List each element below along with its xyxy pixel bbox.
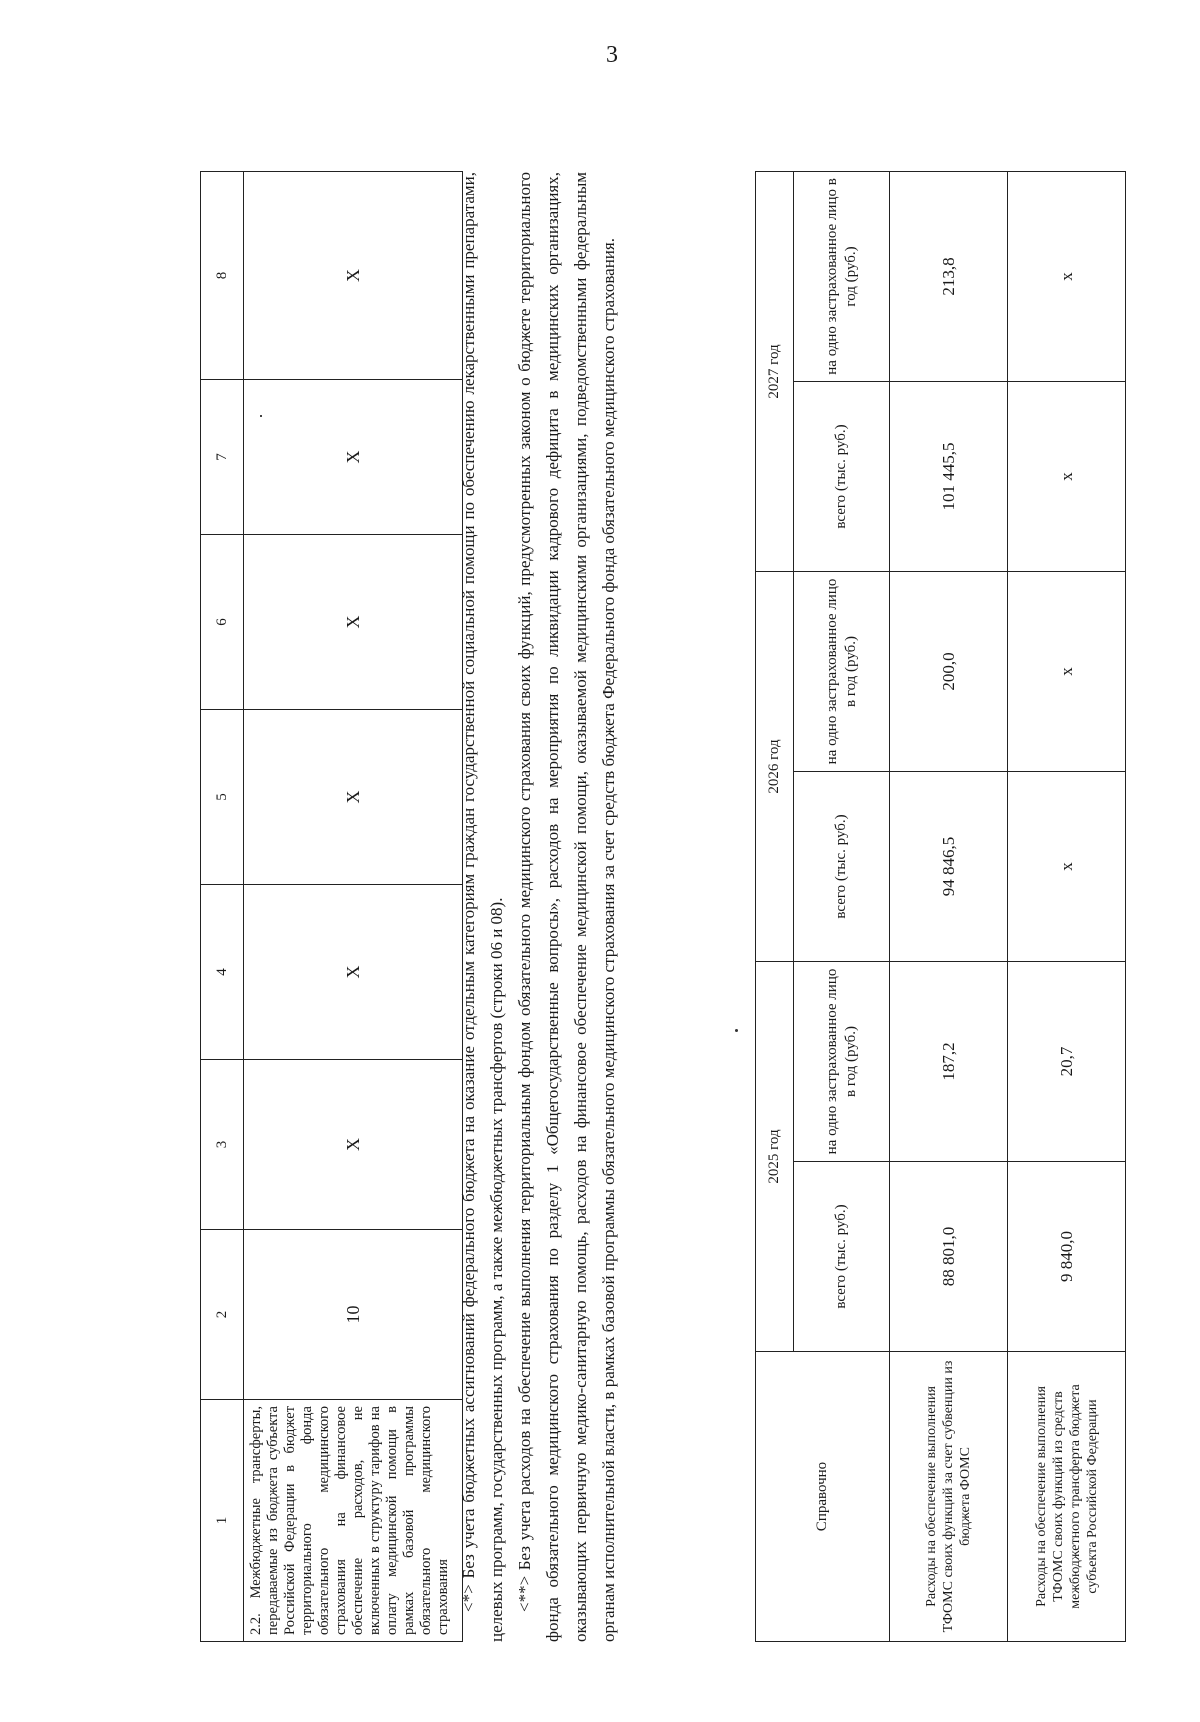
per-person-header: на одно застрахованное лицо в год (руб.)	[794, 571, 890, 771]
cell-value: X	[244, 380, 463, 535]
cell-value: X	[244, 535, 463, 710]
table-row	[244, 172, 463, 1642]
page-number: 3	[606, 42, 618, 68]
total-header: всего (тыс. руб.)	[794, 771, 890, 961]
column-number: 6	[201, 535, 244, 710]
row-label: Расходы на обеспечение выполнения ТФОМС своих функций за счет субвенции из бюджета ФОМС	[890, 1352, 1008, 1642]
cell-value: 101 445,5	[890, 381, 1008, 571]
cell-value: x	[1008, 571, 1126, 771]
total-header: всего (тыс. руб.)	[794, 1162, 890, 1352]
cell-value: X	[244, 710, 463, 885]
expenses-table	[200, 171, 463, 1642]
column-number-row	[201, 172, 244, 1642]
year-header: 2025 год	[756, 961, 794, 1351]
cell-value: X	[244, 885, 463, 1060]
footnote-2: <**> Без учета расходов на обеспечение выполнения территориальным фондом обязательного медицинского страхования своих функций, предусмотренных законом о бюджете территориального фонда обязательного медицинского страхования по разделу 1 «Общегосударственные вопросы», расходов на мероприятия по ликвидации кадрового дефицита в медицинских организациях, оказывающих первичную медико-санитарную помощь, расходов на финансовое обеспечение медицинской помощи, оказываемой медицинскими организациями, подведомственными федеральным органам исполнительной власти, в рамках базовой программы обязательного медицинского страхования за счет средств бюджета Федерального фонда обязательного медицинского страхования.	[515, 172, 618, 1642]
column-number: 3	[201, 1060, 244, 1230]
scan-dot	[735, 1029, 738, 1032]
cell-value: 20,7	[1008, 961, 1126, 1161]
year-header: 2026 год	[756, 571, 794, 961]
cell-value: X	[244, 172, 463, 380]
column-number: 4	[201, 885, 244, 1060]
footnotes	[455, 172, 623, 1642]
cell-value: 187,2	[890, 961, 1008, 1161]
table-row	[890, 171, 1008, 1641]
cell-value: x	[1008, 381, 1126, 571]
table-row	[1008, 171, 1126, 1641]
line-code: 10	[244, 1230, 463, 1400]
cell-value: 200,0	[890, 571, 1008, 771]
scan-speck	[260, 415, 262, 417]
cell-value: 9 840,0	[1008, 1162, 1126, 1352]
cell-value: x	[1008, 171, 1126, 381]
total-header: всего (тыс. руб.)	[794, 381, 890, 571]
column-number: 7	[201, 380, 244, 535]
rotated-content	[200, 112, 1190, 1642]
reference-table	[755, 171, 1126, 1642]
row-description: 2.2. Межбюджетные трансферты, передаваемые из бюджета субъекта Российской Федерации в бюджет территориального фонда обязательного медицинского страхования на финансовое обеспечение расходов, не включенных в структуру тарифов на оплату медицинской помощи в рамках базовой программы обязательного медицинского страхования	[244, 1400, 463, 1642]
row-label: Расходы на обеспечение выполнения ТФОМС своих функций из средств межбюджетного трансферта бюджета субъекта Российской Федерации	[1008, 1352, 1126, 1642]
column-number: 2	[201, 1230, 244, 1400]
column-number: 8	[201, 172, 244, 380]
cell-value: 94 846,5	[890, 771, 1008, 961]
per-person-header: на одно застрахованное лицо в год (руб.)	[794, 961, 890, 1161]
footnote-1: <*> Без учета бюджетных ассигнований федерального бюджета на оказание отдельным категориям граждан государственной социальной помощи по обеспечению лекарственными препаратами, целевых программ, государственных программ, а также межбюджетных трансфертов (строки 06 и 08).	[459, 172, 506, 1642]
year-header: 2027 год	[756, 171, 794, 571]
cell-value: X	[244, 1060, 463, 1230]
year-header-row	[756, 171, 794, 1641]
cell-value: x	[1008, 771, 1126, 961]
column-number: 1	[201, 1400, 244, 1642]
reference-header-label: Справочно	[756, 1352, 890, 1642]
cell-value: 213,8	[890, 171, 1008, 381]
per-person-header: на одно застрахованное лицо в год (руб.)	[794, 171, 890, 381]
cell-value: 88 801,0	[890, 1162, 1008, 1352]
column-number: 5	[201, 710, 244, 885]
